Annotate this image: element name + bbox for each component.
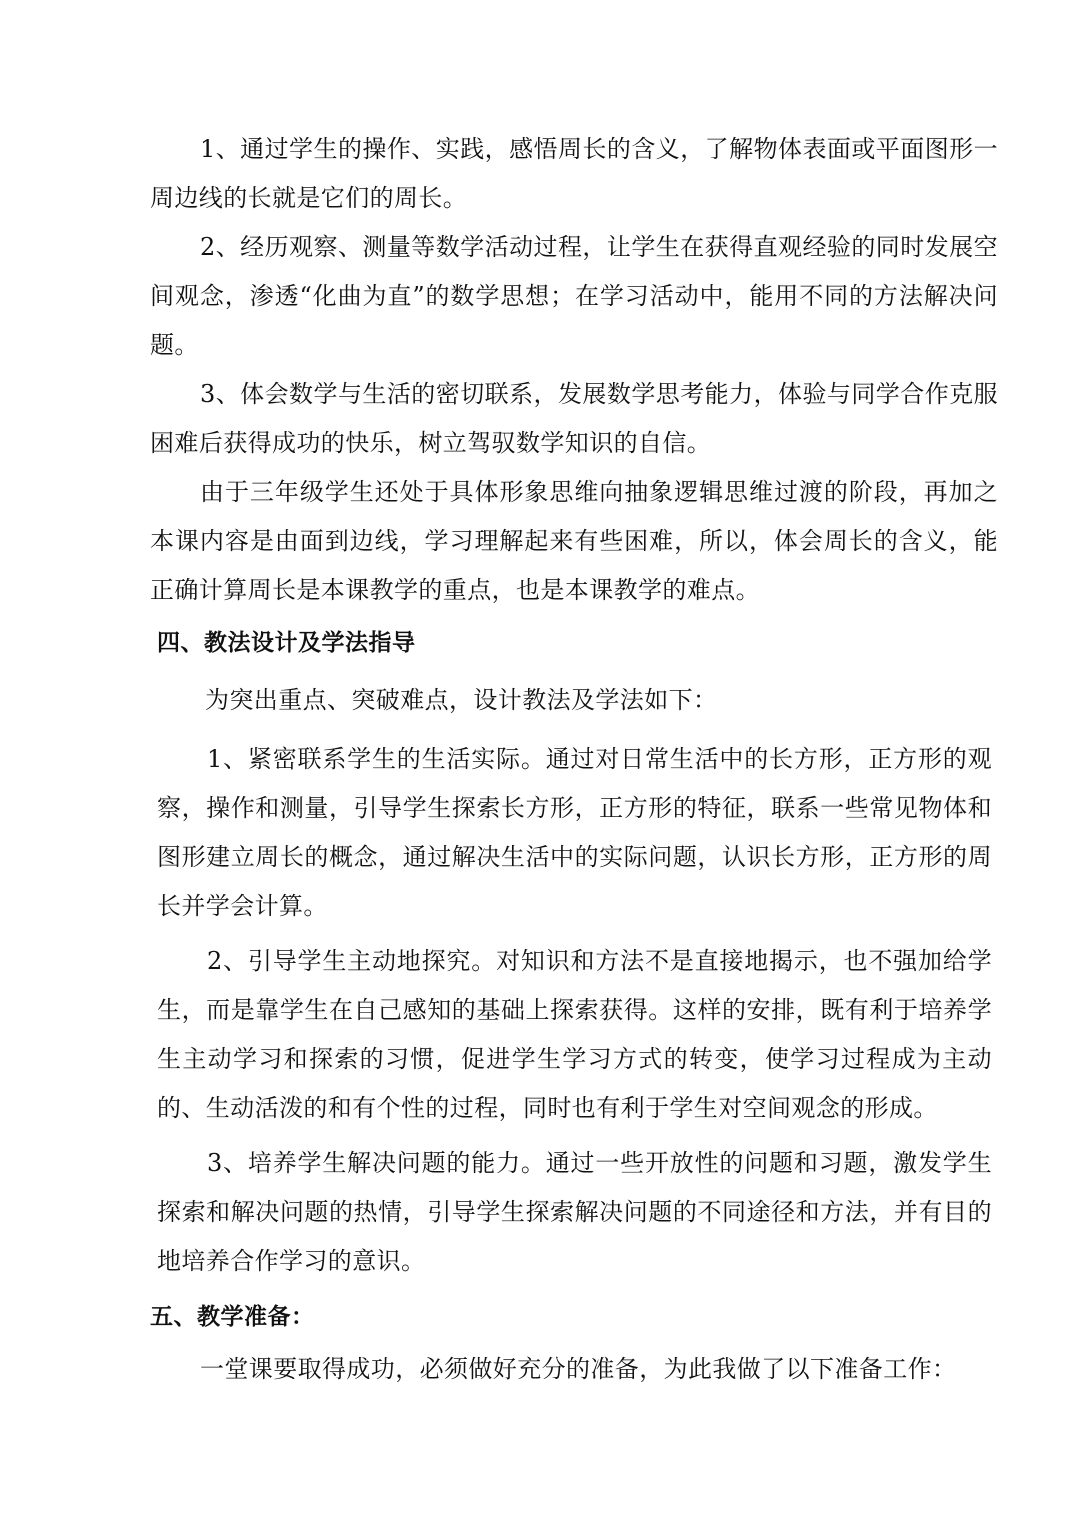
section-heading-teaching-methods: 四、教法设计及学法指导 xyxy=(157,630,416,656)
section-heading-preparation: 五、教学准备： xyxy=(150,1304,315,1330)
objective-paragraph-1: 1、通过学生的操作、实践，感悟周长的含义，了解物体表面或平面图形一周边线的长就是它们的周长。 xyxy=(150,135,998,212)
method-paragraph-3: 3、培养学生解决问题的能力。通过一些开放性的问题和习题，激发学生探索和解决问题的热情，引导学生探索解决问题的不同途径和方法，并有目的地培养合作学习的意识。 xyxy=(157,1149,992,1275)
difficulty-paragraph: 由于三年级学生还处于具体形象思维向抽象逻辑思维过渡的阶段，再加之本课内容是由面到边线，学习理解起来有些困难，所以，体会周长的含义，能正确计算周长是本课教学的重点，也是本课教学的难点。 xyxy=(150,478,998,604)
methods-intro: 为突出重点、突破难点，设计教法及学法如下： xyxy=(205,686,718,714)
method-paragraph-2: 2、引导学生主动地探究。对知识和方法不是直接地揭示，也不强加给学生，而是靠学生在自己感知的基础上探索获得。这样的安排，既有利于培养学生主动学习和探索的习惯，促进学生学习方式的转变，使学习过程成为主动的、生动活泼的和有个性的过程，同时也有利于学生对空间观念的形成。 xyxy=(157,947,992,1122)
preparation-intro: 一堂课要取得成功，必须做好充分的准备，为此我做了以下准备工作： xyxy=(200,1355,957,1383)
objective-paragraph-3: 3、体会数学与生活的密切联系，发展数学思考能力，体验与同学合作克服困难后获得成功的快乐，树立驾驭数学知识的自信。 xyxy=(150,380,998,457)
method-paragraph-1: 1、紧密联系学生的生活实际。通过对日常生活中的长方形，正方形的观察，操作和测量，引导学生探索长方形，正方形的特征，联系一些常见物体和图形建立周长的概念，通过解决生活中的实际问题，认识长方形，正方形的周长并学会计算。 xyxy=(157,745,992,920)
objective-paragraph-2: 2、经历观察、测量等数学活动过程，让学生在获得直观经验的同时发展空间观念，渗透“化曲为直”的数学思想；在学习活动中，能用不同的方法解决问题。 xyxy=(150,233,998,359)
